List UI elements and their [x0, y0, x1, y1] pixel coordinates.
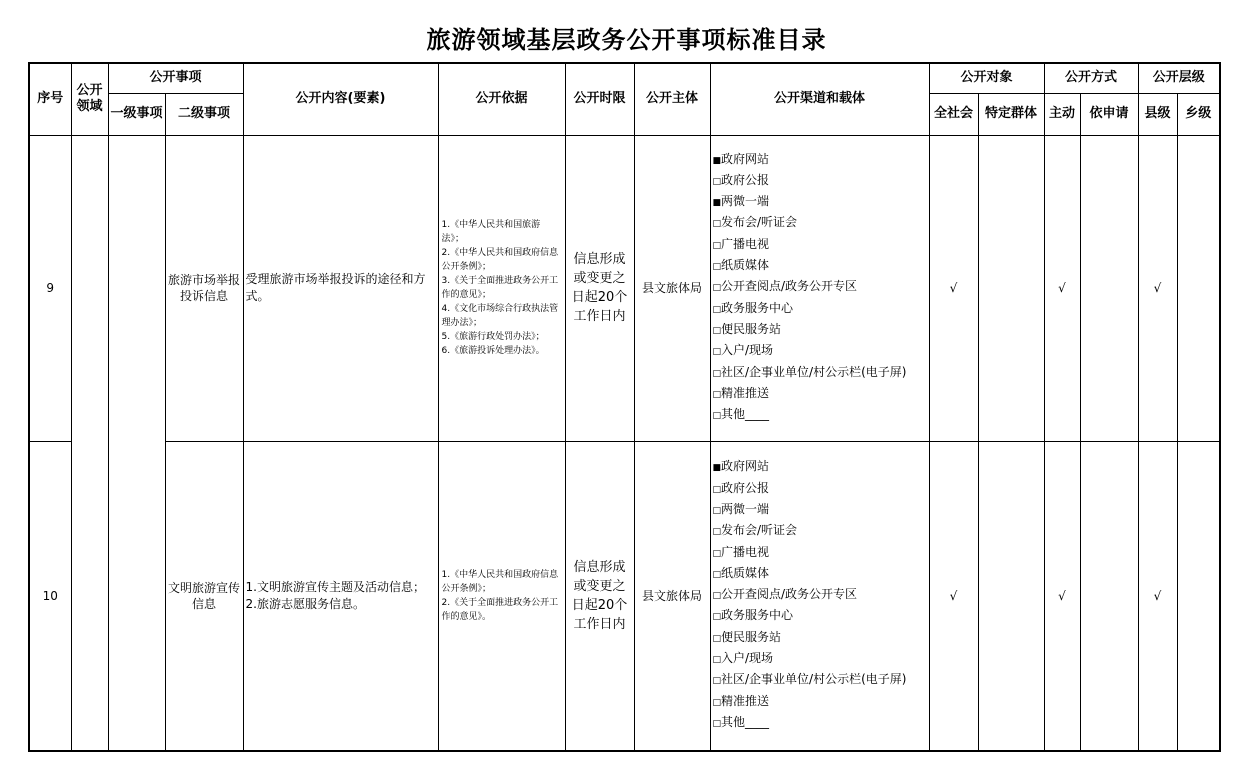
- header-level: 公开层级: [1138, 63, 1220, 93]
- checkbox-mark: □: [712, 505, 722, 516]
- header-level2: 二级事项: [165, 93, 243, 135]
- row-basis: [438, 441, 565, 751]
- checkbox-mark: □: [712, 219, 722, 230]
- basis-item: 6.《旅游投诉处理办法》。: [441, 346, 545, 356]
- basis-item: 2.《关于全面推进政务公开工作的意见》。: [441, 597, 559, 622]
- row-level-town: [1177, 441, 1220, 751]
- row-channels: [710, 135, 929, 441]
- channel-item: □精准推送: [712, 385, 770, 400]
- row-method-active: √: [1044, 441, 1080, 751]
- header-basis: 公开依据: [438, 63, 565, 135]
- channel-item: □政府公报: [712, 480, 770, 495]
- row-target-all: √: [929, 441, 978, 751]
- header-method-request: 依申请: [1080, 93, 1138, 135]
- header-channels: 公开渠道和载体: [710, 63, 929, 135]
- row-level-county: √: [1138, 441, 1177, 751]
- checkbox-mark: □: [712, 283, 722, 294]
- row-level2: 文明旅游宣传信息: [165, 441, 243, 751]
- row-target-all: √: [929, 135, 978, 441]
- channel-item: □政务服务中心: [712, 608, 794, 623]
- basis-item: 1.《中华人民共和国政府信息公开条例》；: [441, 569, 559, 594]
- checkbox-mark: □: [712, 633, 722, 644]
- row-time-limit: 信息形成或变更之日起20个工作日内: [565, 135, 634, 441]
- header-target: 公开对象: [929, 63, 1044, 93]
- row-method-request: [1080, 135, 1138, 441]
- checkbox-mark: □: [712, 484, 722, 495]
- row-time-limit: 信息形成或变更之日起20个工作日内: [565, 441, 634, 751]
- checkbox-mark: □: [712, 262, 722, 273]
- row-content: 1.文明旅游宣传主题及活动信息； 2.旅游志愿服务信息。: [243, 441, 438, 751]
- channel-item: □两微一端: [712, 501, 770, 516]
- channel-item: □广播电视: [712, 544, 770, 559]
- checkbox-mark: ■: [712, 198, 722, 209]
- channel-item: □便民服务站: [712, 321, 782, 336]
- checkbox-mark: □: [712, 697, 722, 708]
- channel-item: □公开查阅点/政务公开专区: [712, 279, 858, 294]
- row-method-request: [1080, 441, 1138, 751]
- header-domain: 公开领域: [71, 63, 108, 135]
- checkbox-mark: □: [712, 548, 722, 559]
- channel-item: □公开查阅点/政务公开专区: [712, 587, 858, 602]
- channel-item: □便民服务站: [712, 629, 782, 644]
- row-level-county: √: [1138, 135, 1177, 441]
- channel-item: □广播电视: [712, 236, 770, 251]
- checkbox-mark: □: [712, 304, 722, 315]
- header-method: 公开方式: [1044, 63, 1138, 93]
- channel-item: □纸质媒体: [712, 258, 770, 273]
- channel-item: ■政府网站: [712, 459, 770, 474]
- row-method-active: √: [1044, 135, 1080, 441]
- basis-item: 5.《旅游行政处罚办法》；: [441, 332, 545, 342]
- channel-item: □政务服务中心: [712, 300, 794, 315]
- row-content: 受理旅游市场举报投诉的途径和方式。: [243, 135, 438, 441]
- header-target-specific: 特定群体: [978, 93, 1044, 135]
- checkbox-mark: ■: [712, 155, 722, 166]
- page-title: 旅游领域基层政务公开事项标准目录: [426, 25, 827, 54]
- checkbox-mark: □: [712, 176, 722, 187]
- channel-item: □发布会/听证会: [712, 215, 798, 230]
- row-subject: 县文旅体局: [634, 135, 710, 441]
- channel-item: □纸质媒体: [712, 565, 770, 580]
- channel-item: □发布会/听证会: [712, 523, 798, 538]
- basis-item: 2.《中华人民共和国政府信息公开条例》；: [441, 248, 559, 272]
- row-basis: [438, 135, 565, 441]
- catalog-table: [28, 62, 1221, 752]
- header-target-all: 全社会: [929, 93, 978, 135]
- channel-item: □其他____: [712, 407, 770, 422]
- basis-item: 4.《文化市场综合行政执法管理办法》；: [441, 304, 559, 328]
- row-target-specific: [978, 441, 1044, 751]
- checkbox-mark: □: [712, 240, 722, 251]
- checkbox-mark: □: [712, 389, 722, 400]
- checkbox-mark: □: [712, 676, 722, 687]
- row-level1: [108, 135, 165, 751]
- row-level2: 旅游市场举报投诉信息: [165, 135, 243, 441]
- header-level1: 一级事项: [108, 93, 165, 135]
- header-level-county: 县级: [1138, 93, 1177, 135]
- checkbox-mark: □: [712, 527, 722, 538]
- checkbox-mark: □: [712, 569, 722, 580]
- checkbox-mark: □: [712, 325, 722, 336]
- checkbox-mark: □: [712, 654, 722, 665]
- checkbox-mark: ■: [712, 463, 722, 474]
- checkbox-mark: □: [712, 411, 722, 422]
- row-seq: 9: [29, 135, 71, 441]
- channel-item: ■政府网站: [712, 151, 770, 166]
- header-level-town: 乡级: [1177, 93, 1220, 135]
- header-content: 公开内容(要素): [243, 63, 438, 135]
- channel-item: □精准推送: [712, 693, 770, 708]
- header-subject: 公开主体: [634, 63, 710, 135]
- channel-item: □政府公报: [712, 172, 770, 187]
- header-method-active: 主动: [1044, 93, 1080, 135]
- row-channels: [710, 441, 929, 751]
- header-time-limit: 公开时限: [565, 63, 634, 135]
- channel-item: □入户/现场: [712, 343, 774, 358]
- header-seq: 序号: [29, 63, 71, 135]
- checkbox-mark: □: [712, 347, 722, 358]
- channel-item: □入户/现场: [712, 650, 774, 665]
- channel-item: □其他____: [712, 714, 770, 729]
- row-level-town: [1177, 135, 1220, 441]
- checkbox-mark: □: [712, 368, 722, 379]
- row-target-specific: [978, 135, 1044, 441]
- checkbox-mark: □: [712, 718, 722, 729]
- checkbox-mark: □: [712, 612, 722, 623]
- channel-item: □社区/企事业单位/村公示栏(电子屏): [712, 364, 907, 379]
- channel-item: □社区/企事业单位/村公示栏(电子屏): [712, 672, 907, 687]
- row-subject: 县文旅体局: [634, 441, 710, 751]
- row-seq: 10: [29, 441, 71, 751]
- channel-item: ■两微一端: [712, 194, 770, 209]
- table-row: [29, 441, 1220, 751]
- checkbox-mark: □: [712, 591, 722, 602]
- header-matter: 公开事项: [108, 63, 243, 93]
- table-row: [29, 135, 1220, 441]
- basis-item: 1.《中华人民共和国旅游法》；: [441, 220, 541, 244]
- basis-item: 3.《关于全面推进政务公开工作的意见》；: [441, 276, 559, 300]
- row-domain: [71, 135, 108, 751]
